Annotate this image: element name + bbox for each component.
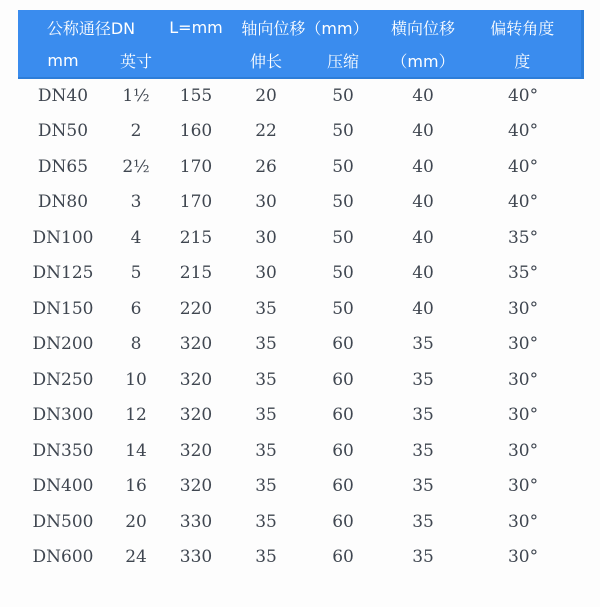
table-cell: 1½ — [122, 86, 150, 107]
table-cell: 35 — [412, 511, 434, 532]
table-cell: 40° — [507, 192, 539, 213]
table-cell: 22 — [255, 121, 277, 142]
table-cell: 330 — [179, 511, 213, 532]
table-cell: 40 — [412, 156, 434, 177]
table-row — [18, 220, 582, 256]
table-cell: DN100 — [32, 227, 94, 248]
table-row — [18, 362, 582, 398]
expansion-joint-spec-table — [18, 10, 584, 575]
header-degree: 度 — [464, 44, 582, 78]
table-cell: DN200 — [32, 334, 94, 355]
table-cell: 35 — [412, 440, 434, 461]
table-cell: 40° — [507, 156, 539, 177]
table-cell: 30° — [507, 369, 539, 390]
table-cell: 24 — [125, 547, 147, 568]
table-cell: 160 — [179, 121, 213, 142]
table-cell: 40° — [507, 121, 539, 142]
table-cell: 60 — [332, 547, 354, 568]
table-row — [18, 433, 582, 469]
table-cell: 60 — [332, 405, 354, 426]
table-cell: 60 — [332, 369, 354, 390]
table-cell: 170 — [179, 156, 213, 177]
table-cell: 320 — [179, 476, 213, 497]
table-cell: 2½ — [122, 156, 150, 177]
table-cell: DN150 — [32, 298, 94, 319]
table-cell: 30° — [507, 511, 539, 532]
table-cell: DN40 — [37, 86, 89, 107]
table-cell: 40 — [412, 298, 434, 319]
table-cell: 320 — [179, 334, 213, 355]
header-row-1 — [18, 10, 582, 44]
table-cell: 30° — [507, 476, 539, 497]
table-cell: 35 — [255, 476, 277, 497]
table-cell: 5 — [130, 263, 142, 284]
table-cell: 35° — [507, 227, 539, 248]
table-cell: 10 — [125, 369, 147, 390]
table-cell: 50 — [332, 121, 354, 142]
table-cell: 6 — [130, 298, 142, 319]
table-cell: 30 — [255, 192, 277, 213]
table-cell: 155 — [179, 86, 213, 107]
table-cell: 40 — [412, 121, 434, 142]
header-axial-displacement: 轴向位移（mm） — [228, 10, 382, 44]
header-compression: 压缩 — [304, 44, 382, 78]
table-cell: 35 — [255, 440, 277, 461]
table-cell: 35 — [412, 547, 434, 568]
table-cell: 40 — [412, 86, 434, 107]
spec-table-page — [0, 10, 600, 575]
table-cell: 50 — [332, 156, 354, 177]
table-cell: 35 — [412, 405, 434, 426]
table-cell: 320 — [179, 369, 213, 390]
table-cell: 170 — [179, 192, 213, 213]
table-cell: 30° — [507, 440, 539, 461]
table-row — [18, 78, 582, 114]
header-nominal-diameter: 公称通径DN — [18, 10, 164, 44]
table-cell: 35 — [255, 511, 277, 532]
table-cell: 35 — [255, 369, 277, 390]
table-row — [18, 504, 582, 540]
table-cell: DN400 — [32, 476, 94, 497]
table-cell: 35 — [412, 369, 434, 390]
table-cell: 50 — [332, 263, 354, 284]
table-row — [18, 185, 582, 221]
table-cell: 35 — [412, 334, 434, 355]
table-header — [18, 10, 582, 78]
table-row — [18, 291, 582, 327]
table-cell: 30° — [507, 334, 539, 355]
table-cell: 26 — [255, 156, 277, 177]
table-cell: DN250 — [32, 369, 94, 390]
table-row — [18, 469, 582, 505]
table-cell: 35° — [507, 263, 539, 284]
table-cell: DN600 — [32, 547, 94, 568]
table-cell: 2 — [130, 121, 142, 142]
table-cell: DN80 — [37, 192, 89, 213]
header-lateral-unit-mm: （mm） — [382, 44, 464, 78]
table-cell: 50 — [332, 192, 354, 213]
header-unit-inch: 英寸 — [108, 44, 164, 78]
table-cell: 8 — [130, 334, 142, 355]
table-cell: DN300 — [32, 405, 94, 426]
table-cell: DN65 — [37, 156, 89, 177]
table-cell: 30° — [507, 298, 539, 319]
table-cell: 30 — [255, 227, 277, 248]
table-cell: 35 — [255, 298, 277, 319]
header-lateral-displacement: 横向位移 — [382, 10, 464, 44]
table-row — [18, 540, 582, 576]
table-cell: 35 — [255, 405, 277, 426]
table-cell: 12 — [125, 405, 147, 426]
table-cell: 215 — [179, 263, 213, 284]
table-cell: 30 — [255, 263, 277, 284]
table-cell: DN500 — [32, 511, 94, 532]
header-elongation: 伸长 — [228, 44, 304, 78]
table-cell: 35 — [412, 476, 434, 497]
table-cell: 60 — [332, 511, 354, 532]
table-row — [18, 256, 582, 292]
table-cell: 40 — [412, 192, 434, 213]
table-cell: 4 — [130, 227, 142, 248]
table-cell: DN50 — [37, 121, 89, 142]
header-length: L=mm — [164, 10, 228, 44]
header-deflection-angle: 偏转角度 — [464, 10, 582, 44]
table-cell: 40° — [507, 86, 539, 107]
header-unit-mm: mm — [18, 44, 108, 78]
table-row — [18, 327, 582, 363]
table-cell: 35 — [255, 334, 277, 355]
table-row — [18, 114, 582, 150]
table-cell: 50 — [332, 86, 354, 107]
table-cell: 16 — [125, 476, 147, 497]
table-cell: 220 — [179, 298, 213, 319]
table-cell: 60 — [332, 440, 354, 461]
table-cell: 20 — [255, 86, 277, 107]
table-row — [18, 149, 582, 185]
table-cell: 30° — [507, 405, 539, 426]
table-cell: 3 — [130, 192, 142, 213]
table-cell: 40 — [412, 227, 434, 248]
table-cell: 50 — [332, 298, 354, 319]
header-row-2 — [18, 44, 582, 78]
table-body — [18, 78, 582, 575]
table-cell: 30° — [507, 547, 539, 568]
table-cell: 50 — [332, 227, 354, 248]
table-cell: 14 — [125, 440, 147, 461]
table-cell: 330 — [179, 547, 213, 568]
table-row — [18, 398, 582, 434]
table-cell: DN125 — [32, 263, 94, 284]
table-cell: 320 — [179, 405, 213, 426]
header-empty-cell — [164, 44, 228, 78]
table-cell: 40 — [412, 263, 434, 284]
table-cell: 35 — [255, 547, 277, 568]
table-cell: 60 — [332, 476, 354, 497]
table-cell: DN350 — [32, 440, 94, 461]
table-cell: 60 — [332, 334, 354, 355]
table-cell: 320 — [179, 440, 213, 461]
table-cell: 215 — [179, 227, 213, 248]
table-cell: 20 — [125, 511, 147, 532]
